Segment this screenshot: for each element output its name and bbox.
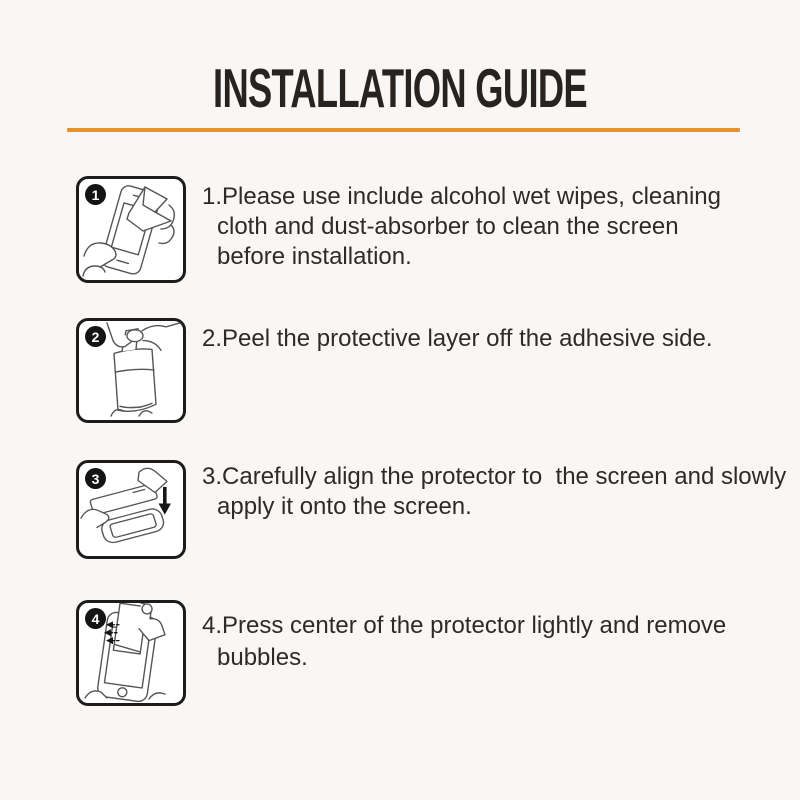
step-1-text [202, 182, 762, 272]
page-title: INSTALLATION GUIDE [213, 57, 587, 119]
step-2-line-1: 2.Peel the protective layer off the adhesive side. [202, 325, 713, 352]
step-3-line-1: 3.Carefully align the protector to the screen and slowly [202, 463, 787, 490]
orange-divider [67, 128, 740, 132]
step-1-line-2: cloth and dust-absorber to clean the screen [217, 213, 679, 240]
step-4-line-2: bubbles. [217, 644, 308, 671]
step-3-text [202, 462, 787, 522]
step-2-illustration-box [76, 318, 186, 423]
step-1-number-badge: 1 [85, 184, 106, 205]
step-1-line-3: before installation. [217, 243, 412, 270]
down-arrow-icon [159, 487, 172, 515]
step-2-number-badge: 2 [85, 326, 106, 347]
step-1-line-1: 1.Please use include alcohol wet wipes, cleaning [202, 183, 721, 210]
step-2-text [202, 324, 762, 354]
step-4-number-badge: 4 [85, 608, 106, 629]
step-1-illustration-box [76, 176, 186, 283]
step-4-line-1: 4.Press center of the protector lightly and remove [202, 612, 727, 639]
step-3-number-badge: 3 [85, 468, 106, 489]
step-3-line-2: apply it onto the screen. [217, 493, 472, 520]
step-4-illustration-box [76, 600, 186, 706]
step-4-text [202, 610, 762, 674]
step-3-illustration-box [76, 460, 186, 559]
